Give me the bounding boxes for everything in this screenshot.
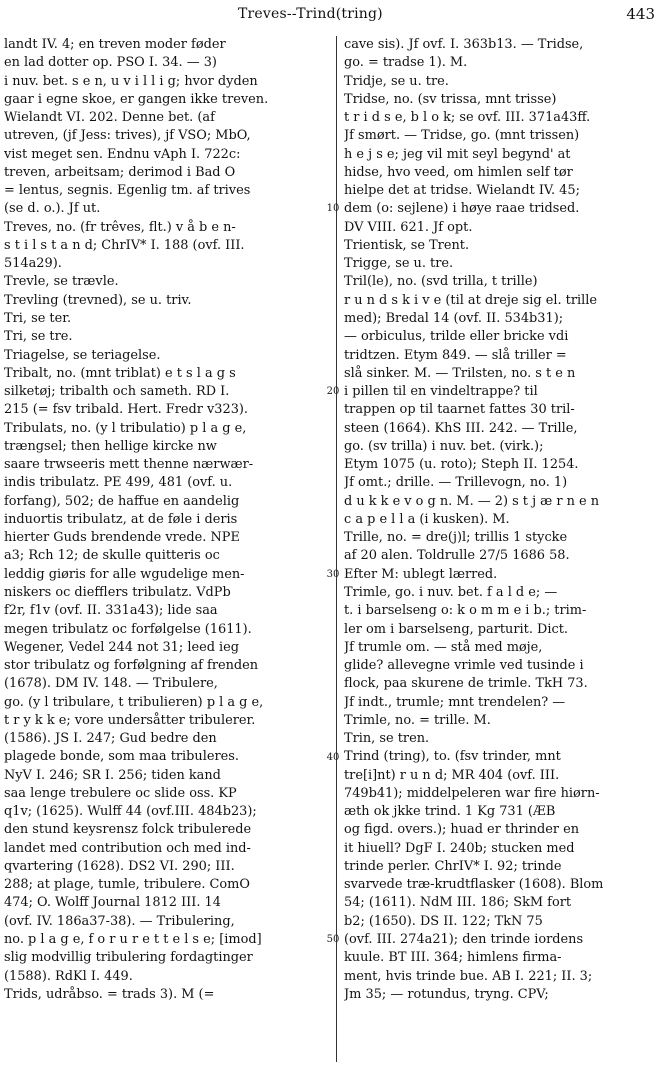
text-line: Tril(le), no. (svd trilla, t trille)	[344, 274, 538, 290]
text-line: ler om i barselseng, parturit. Dict.	[344, 621, 568, 637]
text-line: go. (y l tribulare, t tribulieren) p l a g e,	[4, 694, 264, 710]
text-line: Trimle, go. i nuv. bet. f a l d e; —	[344, 584, 558, 600]
text-line: Triagelse, se teriagelse.	[4, 347, 161, 363]
text-line: s t i l s t a n d; ChrIV* I. 188 (ovf. III.	[4, 237, 245, 253]
text-line: silketøj; tribalth och sameth. RD I.	[4, 384, 230, 400]
text-line: landt IV. 4; en treven moder føder	[4, 37, 226, 52]
text-line: DV VIII. 621. Jf opt.	[344, 219, 473, 235]
text-line: Jf smørt. — Tridse, go. (mnt trissen)	[344, 128, 580, 144]
text-line: plagede bonde, som maa tribuleres.	[4, 749, 239, 765]
text-line: æth ok jkke trind. 1 Kg 731 (ÆB	[344, 804, 556, 820]
text-line: t r y k k e; vore undersåtter tribulerer.	[4, 712, 256, 728]
text-line: steen (1664). KhS III. 242. — Trille,	[344, 420, 578, 436]
text-line: NyV I. 246; SR I. 256; tiden kand	[4, 767, 221, 783]
text-line: Tri, se ter.	[4, 310, 72, 326]
text-line: Trind (tring), to. (fsv trinder, mnt	[344, 749, 561, 765]
text-line: Trimle, no. = trille. M.	[344, 712, 491, 728]
text-line: trappen op til taarnet fattes 30 tril-	[344, 402, 575, 418]
text-line: treven, arbeitsam; derimod i Bad O	[4, 164, 236, 180]
text-line: landet med contribution och med ind-	[4, 840, 251, 856]
text-line: q1v; (1625). Wulff 44 (ovf.III. 484b23);	[4, 804, 257, 820]
text-line: Tribulats, no. (y l tribulatio) p l a g e,	[4, 420, 247, 436]
text-line: Jm 35; — rotundus, tryng. CPV;	[344, 986, 549, 1002]
text-line: hielpe det at tridse. Wielandt IV. 45;	[344, 183, 580, 199]
text-line: Etym 1075 (u. roto); Steph II. 1254.	[344, 457, 579, 473]
text-line: Trille, no. = dre(j)l; trillis 1 stycke	[344, 530, 568, 546]
text-line: hidse, hvo veed, om himlen self tør	[344, 164, 573, 180]
text-line: stor tribulatz og forfølgning af frenden	[4, 658, 259, 674]
text-line: Wielandt VI. 202. Denne bet. (af	[4, 110, 215, 126]
running-head: Treves--Trind(tring)	[238, 6, 383, 22]
text-line: glide? allevegne vrimle ved tusinde i	[344, 658, 584, 674]
text-line: Tridse, no. (sv trissa, mnt trisse)	[344, 91, 557, 107]
text-line: saa lenge trebulere oc slide oss. KP	[4, 785, 237, 801]
text-line: no. p l a g e, f o r u r e t t e l s e; [imod]	[4, 932, 262, 948]
text-line: d u k k e v o g n. M. — 2) s t j æ r n e n	[344, 493, 600, 509]
text-line: Trientisk, se Trent.	[344, 237, 470, 253]
text-line: og figd. overs.); huad er thrinder en	[344, 822, 580, 838]
text-line: saare trwseeris mett thenne nærwær-	[4, 457, 254, 473]
text-line: t r i d s e, b l o k; se ovf. III. 371a43ff.	[344, 110, 591, 126]
text-line: kuule. BT III. 364; himlens firma-	[344, 950, 562, 966]
text-line: slig modvillig tribulering fordagtinger	[4, 950, 253, 966]
text-line: slå sinker. M. — Trilsten, no. s t e n	[344, 365, 576, 381]
text-line: (ovf. IV. 186a37-38). — Tribulering,	[4, 913, 235, 929]
column-divider	[336, 36, 337, 1062]
left-column	[4, 36, 330, 1004]
page-number: 443	[626, 5, 655, 23]
text-line: tridtzen. Etym 849. — slå triller =	[344, 347, 567, 363]
text-line: h e j s e; jeg vil mit seyl begynd' at	[344, 146, 571, 162]
text-line: 514a29).	[4, 256, 62, 272]
text-line: Treves, no. (fr trêves, flt.) v å b e n-	[4, 219, 236, 235]
text-line: f2r, f1v (ovf. II. 331a43); lide saa	[4, 603, 218, 619]
text-line: leddig giøris for alle wgudelige men-	[4, 566, 245, 582]
text-line: megen tribulatz oc forfølgelse (1611).	[4, 621, 252, 637]
text-line: ment, hvis trinde bue. AB I. 221; II. 3;	[344, 968, 593, 984]
text-line: 288; at plage, tumle, tribulere. ComO	[4, 877, 250, 893]
text-line: indis tribulatz. PE 499, 481 (ovf. u.	[4, 475, 233, 491]
text-line: svarvede træ-krudtflasker (1608). Blom	[344, 877, 604, 893]
text-line: go. (sv trilla) i nuv. bet. (virk.);	[344, 438, 544, 454]
text-line: af 20 alen. Toldrulle 27/5 1686 58.	[344, 548, 570, 564]
text-line: Jf indt., trumle; mnt trendelen? —	[344, 694, 566, 710]
text-line: flock, paa skurene de trimle. TkH 73.	[344, 676, 588, 692]
text-line: t. i barselseng o: k o m m e i b.; trim-	[344, 603, 587, 619]
text-line: Efter M: ublegt lærred.	[344, 566, 498, 582]
line-number: 30	[326, 568, 340, 580]
text-line: induortis tribulatz, at de føle i deris	[4, 511, 238, 527]
text-line: a3; Rch 12; de skulle quitteris oc	[4, 548, 220, 564]
text-line: Trevling (trevned), se u. triv.	[4, 292, 192, 308]
text-line: = lentus, segnis. Egenlig tm. af trives	[4, 183, 251, 199]
text-line: trinde perler. ChrIV* I. 92; trinde	[344, 858, 562, 874]
text-line: den stund keysrensz folck tribulerede	[4, 822, 252, 838]
text-line: (ovf. III. 274a21); den trinde iordens	[344, 932, 584, 948]
text-line: en lad dotter op. PSO I. 34. — 3)	[4, 55, 217, 71]
line-number: 40	[326, 751, 340, 763]
text-line: med); Bredal 14 (ovf. II. 534b31);	[344, 310, 564, 326]
text-line: cave sis). Jf ovf. I. 363b13. — Tridse,	[344, 37, 584, 52]
text-line: i pillen til en vindeltrappe? til	[344, 384, 538, 400]
text-line: utreven, (jf Jess: trives), jf VSO; MbO,	[4, 128, 251, 144]
text-line: 54; (1611). NdM III. 186; SkM fort	[344, 895, 572, 911]
text-line: Jf omt.; drille. — Trillevogn, no. 1)	[344, 475, 568, 491]
text-line: Tribalt, no. (mnt triblat) e t s l a g s	[4, 365, 236, 381]
page-header	[0, 0, 669, 30]
text-line: (1588). RdKl I. 449.	[4, 968, 133, 984]
text-line: tre[i]nt) r u n d; MR 404 (ovf. III.	[344, 767, 560, 783]
text-line: (1586). JS I. 247; Gud bedre den	[4, 731, 217, 747]
text-line: forfang), 502; de haffue en aandelig	[4, 493, 240, 509]
text-line: niskers oc diefflers tribulatz. VdPb	[4, 584, 231, 600]
text-line: Trigge, se u. tre.	[344, 256, 454, 272]
text-line: Wegener, Vedel 244 not 31; leed ieg	[4, 639, 240, 655]
text-line: i nuv. bet. s e n, u v i l l i g; hvor dyden	[4, 73, 258, 89]
line-number: 50	[326, 934, 340, 946]
text-line: it hiuell? DgF I. 240b; stucken med	[344, 840, 575, 856]
text-line: go. = tradse 1). M.	[344, 55, 468, 71]
right-column	[344, 36, 664, 1004]
text-line: Jf trumle om. — stå med møje,	[344, 639, 543, 655]
text-line: Trin, se tren.	[344, 731, 430, 747]
text-line: Tri, se tre.	[4, 329, 73, 345]
text-line: (1678). DM IV. 148. — Tribulere,	[4, 676, 218, 692]
text-line: hierter Guds brendende vrede. NPE	[4, 530, 240, 546]
text-line: dem (o: sejlene) i høye raae tridsed.	[344, 201, 580, 217]
text-line: (se d. o.). Jf ut.	[4, 201, 101, 217]
text-line: Trevle, se trævle.	[4, 274, 119, 290]
line-number: 10	[326, 203, 340, 215]
text-line: — orbiculus, trilde eller bricke vdi	[344, 329, 569, 345]
text-line: 215 (= fsv tribald. Hert. Fredr v323).	[4, 402, 249, 418]
text-line: gaar i egne skoe, er gangen ikke treven.	[4, 91, 269, 107]
text-line: Tridje, se u. tre.	[344, 73, 449, 89]
text-line: qvartering (1628). DS2 VI. 290; III.	[4, 858, 235, 874]
text-line: c a p e l l a (i kusken). M.	[344, 511, 510, 527]
text-line: vist meget sen. Endnu vAph I. 722c:	[4, 146, 241, 162]
text-line: 749b41); middelpeleren war fire hiørn-	[344, 785, 600, 801]
text-line: trængsel; then hellige kircke nw	[4, 438, 217, 454]
text-line: Trids, udråbso. = trads 3). M (=	[4, 986, 215, 1002]
text-line: r u n d s k i v e (til at dreje sig el. trille	[344, 292, 598, 308]
line-number: 20	[326, 386, 340, 398]
text-line: b2; (1650). DS II. 122; TkN 75	[344, 913, 543, 929]
text-line: 474; O. Wolff Journal 1812 III. 14	[4, 895, 221, 911]
